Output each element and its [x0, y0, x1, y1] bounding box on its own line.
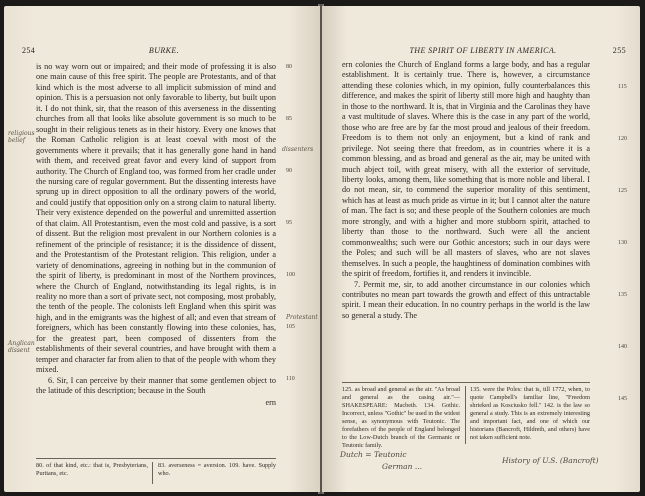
handwritten-note: History of U.S. (Bancroft): [502, 456, 599, 465]
line-number: 120: [618, 136, 627, 142]
line-number: 90: [286, 168, 292, 174]
left-page-number: 254: [22, 46, 36, 55]
left-page: [4, 6, 320, 492]
margin-note: Anglican dissent: [8, 340, 35, 354]
right-footnote-column-2: 135. were the Poles: that is, till 1772, when, to quote Campbell's familiar line, "Freedom shrieked as Kosciusko fell." 142. is the law so general a study. This is an extremely interesting and important fact, and one of which our historians (Bancroft, Hildreth, and others) have not taken sufficient note.: [470, 386, 590, 441]
line-number: 95: [286, 220, 292, 226]
left-footnote-rule: [36, 458, 276, 459]
line-number: 100: [286, 272, 295, 278]
line-number: 105: [286, 324, 295, 330]
line-number: 140: [618, 344, 627, 350]
left-catchword: ern: [265, 397, 276, 407]
line-number: 145: [618, 396, 627, 402]
margin-note: dissenters: [282, 146, 314, 153]
handwritten-note: Dutch = Teutonic: [340, 450, 407, 459]
left-body-text: [36, 62, 276, 408]
right-body-text: [342, 60, 590, 321]
left-running-title: BURKE.: [148, 46, 180, 55]
margin-note: religious belief: [8, 130, 35, 144]
margin-note: Protestant: [286, 314, 318, 321]
right-running-title: THE SPIRIT OF LIBERTY IN AMERICA.: [409, 46, 557, 55]
line-number: 110: [286, 376, 295, 382]
right-paragraph-2: 7. Permit me, sir, to add another circumstance in our colonies which contributes no mean part towards the growth and effect of this untractable spirit. I mean their education. In no country perhaps in the world is the law so general a study. The: [342, 279, 590, 320]
right-page: [322, 6, 640, 492]
left-paragraph-2: 6. Sir, I can perceive by their manner that some gentlemen object to the latitude of this description; because in the South: [36, 375, 276, 396]
right-page-number: 255: [612, 46, 626, 55]
line-number: 125: [618, 188, 627, 194]
right-paragraph-1: ern colonies the Church of England forms a large body, and has a regular establishment. It is certainly true. There is, however, a circumstance attending these colonies which, in my opinion, fully counterbalances this difference, and makes the spirit of liberty still more high and haughty than in those to the northward. It is, that in Virginia and the Carolinas they have a vast multitude of slaves. Where this is the case in any part of the world, those who are free are by far the most proud and jealous of their freedom. Freedom is to them not only an enjoyment, but a kind of rank and privilege. Not seeing there that freedom, as in countries where it is a common blessing, and as broad and general as the air, may be united with much abject toil, with great misery, with all the exterior of servitude, liberty looks, among them, like something that is more noble and liberal. I do not mean, sir, to commend the superior morality of this sentiment, which has at least as much pride as virtue in it; but I cannot alter the nature of man. The fact is so; and these people of the Southern colonies are much more strongly, and with a higher and more stubborn spirit, attached to liberty than those to the northward. Such were all the ancient commonwealths; such were our Gothic ancestors; such in our days were the Poles; and such will be all masters of slaves, who are not slaves themselves. In such a people, the haughtiness of domination combines with the spirit of freedom, fortifies it, and renders it invincible.: [342, 60, 590, 279]
left-footnote-column-2: 83. averseness = aversion. 109. have. Supply who.: [158, 462, 276, 477]
left-footnote-divider: [152, 462, 153, 484]
line-number: 130: [618, 240, 627, 246]
line-number: 85: [286, 116, 292, 122]
line-number: 115: [618, 84, 627, 90]
handwritten-note: German ...: [382, 462, 422, 471]
right-footnote-column-1: 125. as broad and general as the air. "As broad and general as the casing air."—SHAKESPEARE: Macbeth. 134. Gothic. Incorrect, unless "Gothic" be used in the widest sense, as synonymous with Teutonic. The forefathers of the people of England belonged to the Low-Dutch branch of the Germanic or Teutonic family.: [342, 386, 460, 449]
line-number: 135: [618, 292, 627, 298]
right-footnote-rule: [342, 382, 590, 383]
line-number: 80: [286, 64, 292, 70]
right-footnote-divider: [465, 386, 466, 444]
left-paragraph-1: is no way worn out or impaired; and their mode of professing it is also one main cause of this free spirit. The people are Protestants, and of that kind which is the most adverse to all implicit submission of mind and opinion. This is a persuasion not only favorable to liberty, but built upon it. I do not think, sir, that the reason of this averseness in the dissenting churches from all that looks like absolute government is so much to be sought in their religious tenets as in their history. Every one knows that the Roman Catholic religion is at least coeval with most of the governments where it prevails; that it has generally gone hand in hand with them, and received great favor and every kind of support from authority. The Church of England too, was formed from her cradle under the nursing care of regular government. But the dissenting interests have sprung up in direct opposition to all the ordinary powers of the world, and could justify that opposition only on a strong claim to natural liberty. Their very existence depended on the powerful and unremitted assertion of that claim. All Protestantism, even the most cold and passive, is a sort of dissent. But the religion most prevalent in our Northern colonies is a refinement of the principle of resistance; it is the dissidence of dissent, and the Protestantism of the Protestant religion. This religion, under a variety of denominations, agreeing in nothing but in the communion of the spirit of liberty, is predominant in most of the Northern provinces, where the Church of England, notwithstanding its legal rights, is in reality no more than a sort of private sect, not composing, most probably, the tenth of the people. The colonists left England when this spirit was high, and in the emigrants was the highest of all; and even that stream of foreigners, which has been constantly flowing into these colonies, has, for the greatest part, been composed of dissenters from the establishments of their several countries, and have brought with them a temper and character far from alien to that of the people with whom they mixed.: [36, 62, 276, 375]
left-footnote-column-1: 80. of that kind, etc.: that is, Presbyterians, Puritans, etc.: [36, 462, 148, 477]
